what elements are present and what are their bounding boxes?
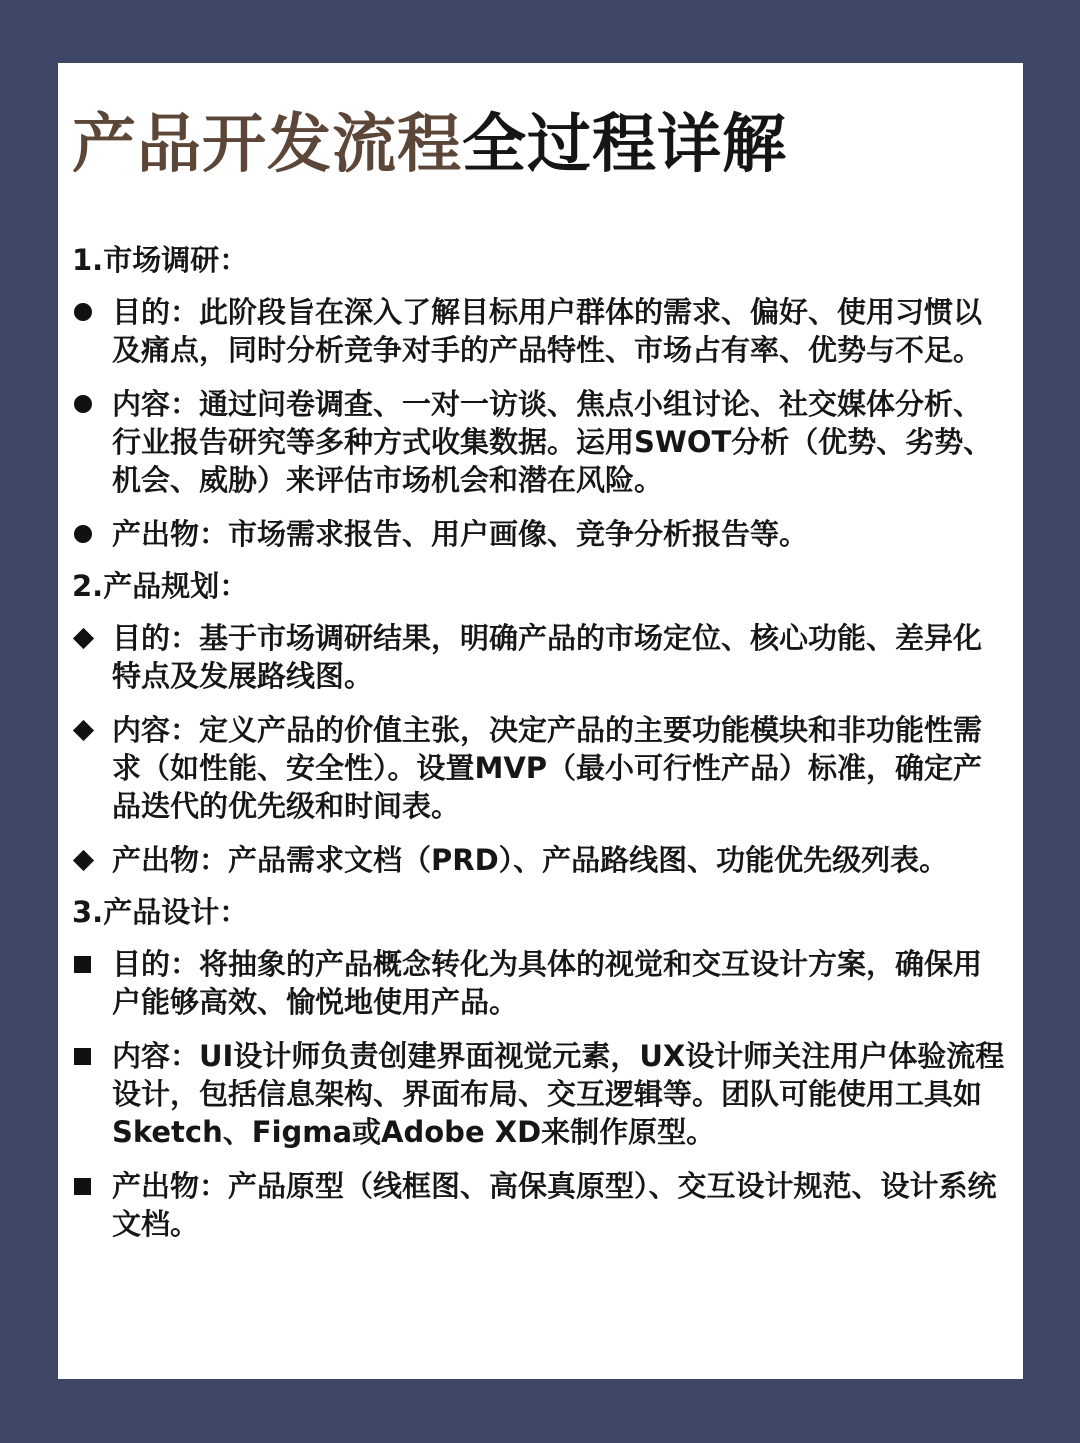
list-item-text: 目的：此阶段旨在深入了解目标用户群体的需求、偏好、使用习惯以及痛点，同时分析竞争对手的产品特性、市场占有率、优势与不足。 xyxy=(112,295,983,367)
list-item xyxy=(72,515,1005,553)
square-bullet-icon xyxy=(72,1167,112,1205)
article-content xyxy=(72,241,1005,1243)
list-item-text: 内容：UI设计师负责创建界面视觉元素，UX设计师关注用户体验流程设计，包括信息架构、界面布局、交互逻辑等。团队可能使用工具如Sketch、Figma或Adobe XD来制作原型。 xyxy=(112,1039,1005,1149)
list-item xyxy=(72,1167,1005,1243)
section-product-planning xyxy=(72,567,1005,879)
circle-bullet-icon xyxy=(72,293,112,331)
list-item-text: 内容：定义产品的价值主张，决定产品的主要功能模块和非功能性需求（如性能、安全性）。设置MVP（最小可行性产品）标准，确定产品迭代的优先级和时间表。 xyxy=(112,713,983,823)
diamond-bullet-icon xyxy=(72,711,112,749)
list-item xyxy=(72,385,1005,499)
list-item-text: 内容：通过问卷调查、一对一访谈、焦点小组讨论、社交媒体分析、行业报告研究等多种方式收集数据。运用SWOT分析（优势、劣势、机会、威胁）来评估市场机会和潜在风险。 xyxy=(112,387,993,497)
section-market-research xyxy=(72,241,1005,553)
square-bullet-icon xyxy=(72,1037,112,1075)
list-item xyxy=(72,711,1005,825)
section-product-design xyxy=(72,893,1005,1243)
circle-bullet-icon xyxy=(72,515,112,553)
circle-bullet-icon xyxy=(72,385,112,423)
list-item-text: 目的：基于市场调研结果，明确产品的市场定位、核心功能、差异化特点及发展路线图。 xyxy=(112,621,983,693)
section-heading: 1.市场调研： xyxy=(72,243,249,277)
page-title xyxy=(72,63,1005,183)
section-heading: 2.产品规划： xyxy=(72,569,249,603)
title-accent: 产品开发流程 xyxy=(72,108,462,182)
diamond-bullet-icon xyxy=(72,619,112,657)
list-item xyxy=(72,619,1005,695)
section-heading: 3.产品设计： xyxy=(72,895,249,929)
title-rest: 全过程详解 xyxy=(462,108,787,182)
list-item-text: 产出物：市场需求报告、用户画像、竞争分析报告等。 xyxy=(112,517,809,551)
list-item xyxy=(72,945,1005,1021)
list-item xyxy=(72,293,1005,369)
article-card xyxy=(58,63,1023,1379)
diamond-bullet-icon xyxy=(72,841,112,879)
square-bullet-icon xyxy=(72,945,112,983)
list-item xyxy=(72,841,1005,879)
list-item-text: 目的：将抽象的产品概念转化为具体的视觉和交互设计方案，确保用户能够高效、愉悦地使用产品。 xyxy=(112,947,983,1019)
list-item-text: 产出物：产品原型（线框图、高保真原型）、交互设计规范、设计系统文档。 xyxy=(112,1169,997,1241)
list-item xyxy=(72,1037,1005,1151)
list-item-text: 产出物：产品需求文档（PRD）、产品路线图、功能优先级列表。 xyxy=(112,843,949,877)
